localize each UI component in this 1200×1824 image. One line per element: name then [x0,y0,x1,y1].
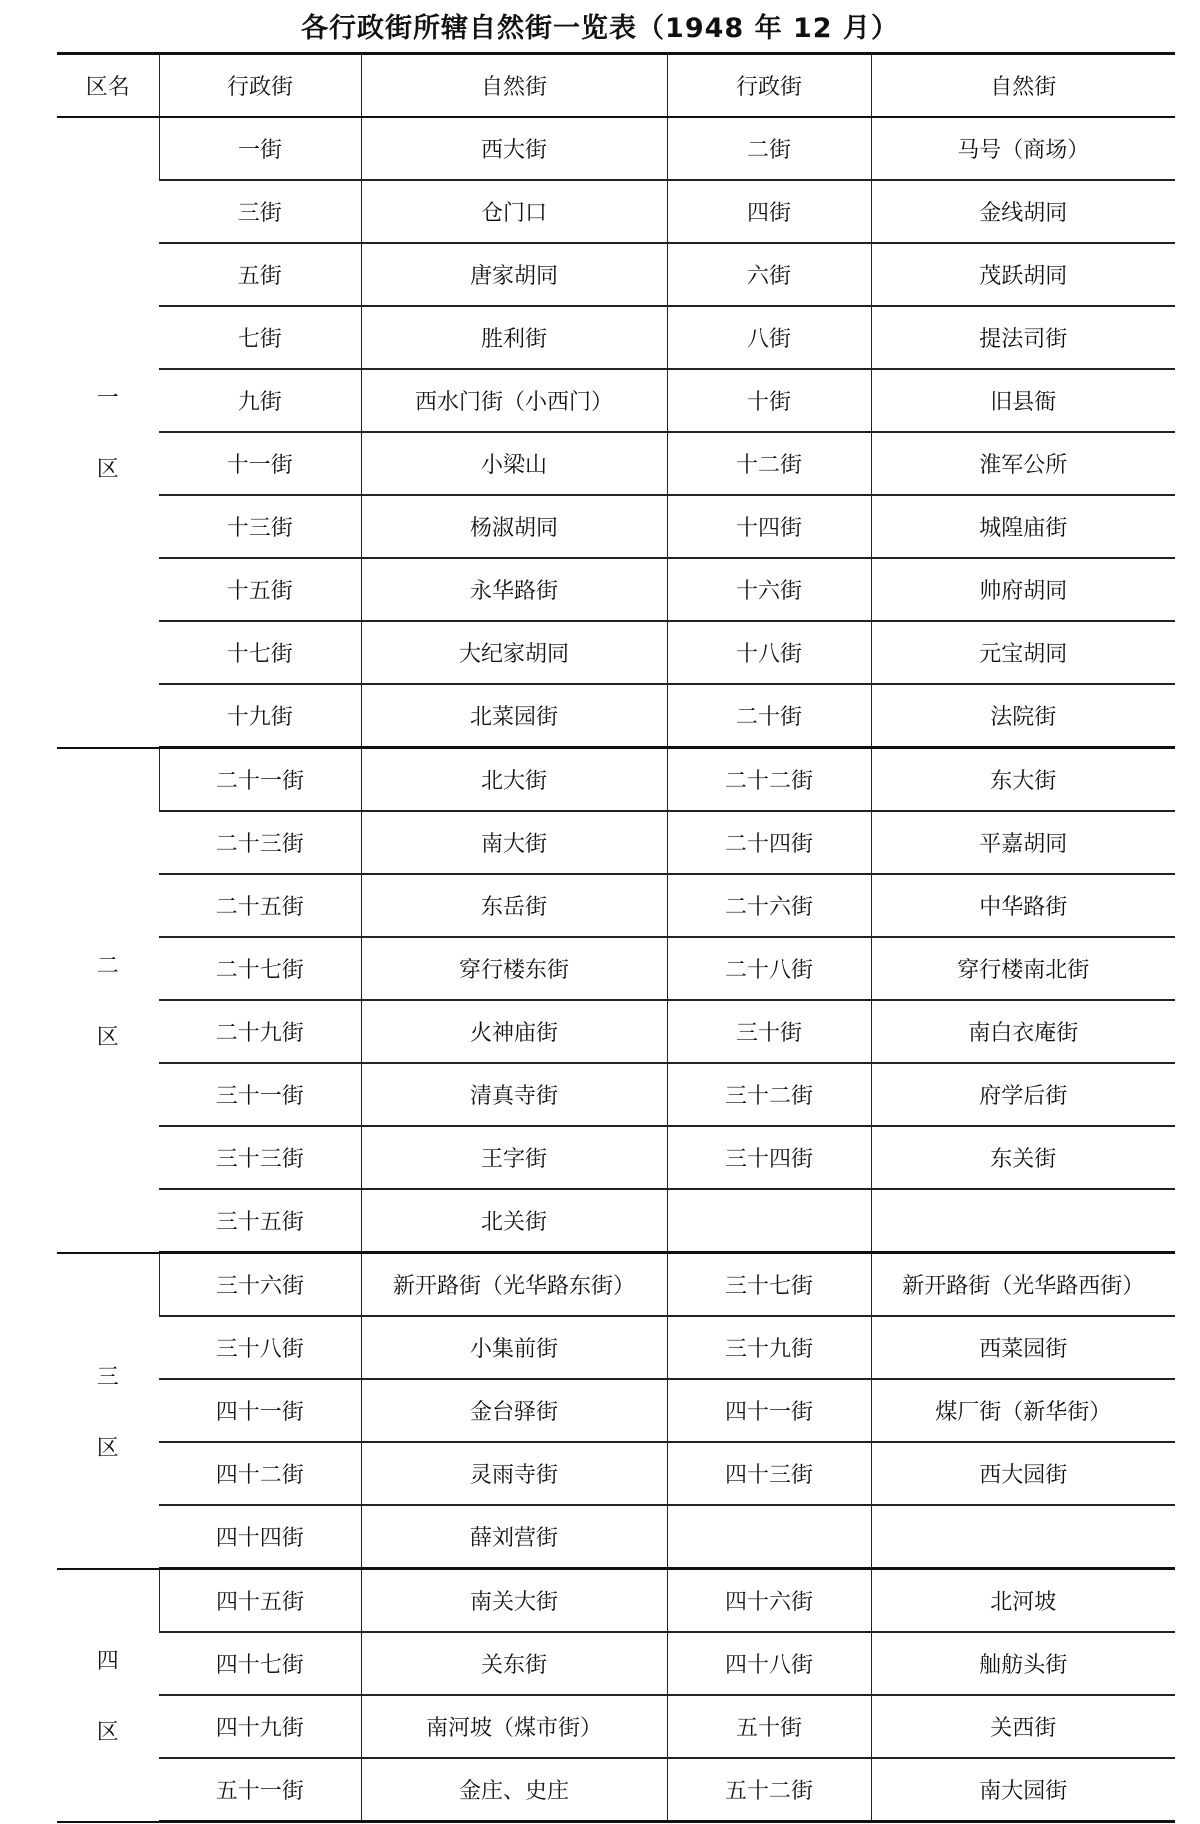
natural-street-cell [871,1189,1175,1253]
admin-street-cell: 二十四街 [667,811,871,874]
table-row [57,1632,1175,1695]
table-row [57,1189,1175,1253]
table-row [57,748,1175,812]
natural-street-cell: 关东街 [361,1632,667,1695]
natural-street-cell: 南大街 [361,811,667,874]
table-row [57,180,1175,243]
admin-street-cell: 十九街 [159,684,361,748]
table-row [57,243,1175,306]
natural-street-cell: 清真寺街 [361,1063,667,1126]
admin-street-cell: 十街 [667,369,871,432]
district-label-char: 区 [96,1025,119,1050]
admin-street-cell: 三十九街 [667,1316,871,1379]
table-row [57,1758,1175,1822]
admin-street-cell: 三十三街 [159,1126,361,1189]
admin-street-cell: 八街 [667,306,871,369]
natural-street-cell: 唐家胡同 [361,243,667,306]
admin-street-cell: 十七街 [159,621,361,684]
natural-street-cell: 北河坡 [871,1569,1175,1633]
admin-street-cell: 三街 [159,180,361,243]
admin-street-cell: 四十八街 [667,1632,871,1695]
admin-street-cell: 四街 [667,180,871,243]
natural-street-cell: 东岳街 [361,874,667,937]
admin-street-cell: 二十一街 [159,748,361,812]
natural-street-cell [871,1505,1175,1569]
table-row [57,1569,1175,1633]
natural-street-cell: 小集前街 [361,1316,667,1379]
admin-street-cell: 二十七街 [159,937,361,1000]
table-row [57,811,1175,874]
header-admin-street: 行政街 [159,54,361,118]
admin-street-cell: 五十二街 [667,1758,871,1822]
natural-street-cell: 帅府胡同 [871,558,1175,621]
natural-street-cell: 北菜园街 [361,684,667,748]
natural-street-cell: 法院街 [871,684,1175,748]
table-row [57,432,1175,495]
admin-street-cell: 四十三街 [667,1442,871,1505]
natural-street-cell: 薛刘营街 [361,1505,667,1569]
natural-street-cell: 舢舫头街 [871,1632,1175,1695]
header-natural-street: 自然街 [361,54,667,118]
table-row [57,306,1175,369]
natural-street-cell: 茂跃胡同 [871,243,1175,306]
street-table [57,52,1175,1823]
natural-street-cell: 西菜园街 [871,1316,1175,1379]
table-row [57,1253,1175,1317]
table-row [57,1063,1175,1126]
district-label-char: 二 [96,954,119,979]
table-row [57,1316,1175,1379]
district-label-char: 四 [96,1649,119,1674]
table-row [57,1379,1175,1442]
admin-street-cell: 九街 [159,369,361,432]
district-label-char: 区 [96,1435,119,1461]
natural-street-cell: 南白衣庵街 [871,1000,1175,1063]
natural-street-cell: 北大街 [361,748,667,812]
natural-street-cell: 西水门街（小西门） [361,369,667,432]
table-row [57,1505,1175,1569]
natural-street-cell: 仓门口 [361,180,667,243]
table-row [57,369,1175,432]
admin-street-cell: 二十三街 [159,811,361,874]
admin-street-cell: 五十一街 [159,1758,361,1822]
natural-street-cell: 南河坡（煤市街） [361,1695,667,1758]
district-label-char: 区 [96,457,119,483]
natural-street-cell: 西大园街 [871,1442,1175,1505]
district-label-char: 区 [96,1720,119,1745]
natural-street-cell: 城隍庙街 [871,495,1175,558]
admin-street-cell [667,1189,871,1253]
natural-street-cell: 淮军公所 [871,432,1175,495]
admin-street-cell: 三十五街 [159,1189,361,1253]
admin-street-cell: 一街 [159,117,361,180]
admin-street-cell: 二街 [667,117,871,180]
district-cell [57,748,159,1253]
natural-street-cell: 胜利街 [361,306,667,369]
natural-street-cell: 中华路街 [871,874,1175,937]
admin-street-cell: 四十九街 [159,1695,361,1758]
natural-street-cell: 永华路街 [361,558,667,621]
table-row [57,558,1175,621]
natural-street-cell: 小梁山 [361,432,667,495]
admin-street-cell: 三十一街 [159,1063,361,1126]
admin-street-cell: 二十街 [667,684,871,748]
admin-street-cell: 五十街 [667,1695,871,1758]
admin-street-cell: 三十四街 [667,1126,871,1189]
admin-street-cell: 五街 [159,243,361,306]
admin-street-cell: 四十五街 [159,1569,361,1633]
table-row [57,1126,1175,1189]
admin-street-cell: 四十一街 [667,1379,871,1442]
district-cell [57,1253,159,1569]
admin-street-cell: 四十六街 [667,1569,871,1633]
natural-street-cell: 南关大街 [361,1569,667,1633]
natural-street-cell: 府学后街 [871,1063,1175,1126]
admin-street-cell: 三十七街 [667,1253,871,1317]
district-label [57,1360,159,1462]
admin-street-cell: 二十八街 [667,937,871,1000]
natural-street-cell: 金庄、史庄 [361,1758,667,1822]
admin-street-cell: 二十二街 [667,748,871,812]
admin-street-cell: 三十街 [667,1000,871,1063]
natural-street-cell: 穿行楼南北街 [871,937,1175,1000]
natural-street-cell: 火神庙街 [361,1000,667,1063]
admin-street-cell: 六街 [667,243,871,306]
natural-street-cell: 杨淑胡同 [361,495,667,558]
natural-street-cell: 提法司街 [871,306,1175,369]
natural-street-cell: 旧县衙 [871,369,1175,432]
natural-street-cell: 新开路街（光华路西街） [871,1253,1175,1317]
header-natural-street: 自然街 [871,54,1175,118]
natural-street-cell: 大纪家胡同 [361,621,667,684]
admin-street-cell: 三十二街 [667,1063,871,1126]
admin-street-cell: 三十八街 [159,1316,361,1379]
admin-street-cell: 十六街 [667,558,871,621]
admin-street-cell: 四十七街 [159,1632,361,1695]
district-cell [57,117,159,748]
natural-street-cell: 马号（商场） [871,117,1175,180]
header-admin-street: 行政街 [667,54,871,118]
natural-street-cell: 金线胡同 [871,180,1175,243]
admin-street-cell: 二十六街 [667,874,871,937]
district-label [57,381,159,483]
district-cell [57,1569,159,1822]
natural-street-cell: 北关街 [361,1189,667,1253]
natural-street-cell: 新开路街（光华路东街） [361,1253,667,1317]
table-row [57,937,1175,1000]
district-label-char: 三 [96,1364,119,1390]
district-label [57,1644,159,1746]
natural-street-cell: 灵雨寺街 [361,1442,667,1505]
admin-street-cell: 三十六街 [159,1253,361,1317]
natural-street-cell: 煤厂街（新华街） [871,1379,1175,1442]
natural-street-cell: 金台驿街 [361,1379,667,1442]
natural-street-cell: 西大街 [361,117,667,180]
table-row [57,621,1175,684]
header-district: 区名 [57,54,159,118]
natural-street-cell: 东关街 [871,1126,1175,1189]
admin-street-cell: 十四街 [667,495,871,558]
admin-street-cell: 十一街 [159,432,361,495]
table-row [57,874,1175,937]
admin-street-cell: 四十一街 [159,1379,361,1442]
admin-street-cell: 十五街 [159,558,361,621]
admin-street-cell: 十二街 [667,432,871,495]
natural-street-cell: 王字街 [361,1126,667,1189]
natural-street-cell: 元宝胡同 [871,621,1175,684]
admin-street-cell: 十三街 [159,495,361,558]
district-label [57,949,159,1051]
table-title: 各行政街所辖自然街一览表（1948 年 12 月） [301,13,899,44]
natural-street-cell: 穿行楼东街 [361,937,667,1000]
natural-street-cell: 关西街 [871,1695,1175,1758]
natural-street-cell: 南大园街 [871,1758,1175,1822]
natural-street-cell: 平嘉胡同 [871,811,1175,874]
admin-street-cell: 二十九街 [159,1000,361,1063]
admin-street-cell: 十八街 [667,621,871,684]
natural-street-cell: 东大街 [871,748,1175,812]
district-label-char: 一 [96,386,119,412]
admin-street-cell: 二十五街 [159,874,361,937]
table-row [57,1000,1175,1063]
admin-street-cell: 七街 [159,306,361,369]
table-row [57,684,1175,748]
admin-street-cell: 四十四街 [159,1505,361,1569]
table-row [57,1442,1175,1505]
header-row [57,54,1175,118]
table-row [57,117,1175,180]
table-row [57,1695,1175,1758]
table-row [57,495,1175,558]
admin-street-cell: 四十二街 [159,1442,361,1505]
admin-street-cell [667,1505,871,1569]
